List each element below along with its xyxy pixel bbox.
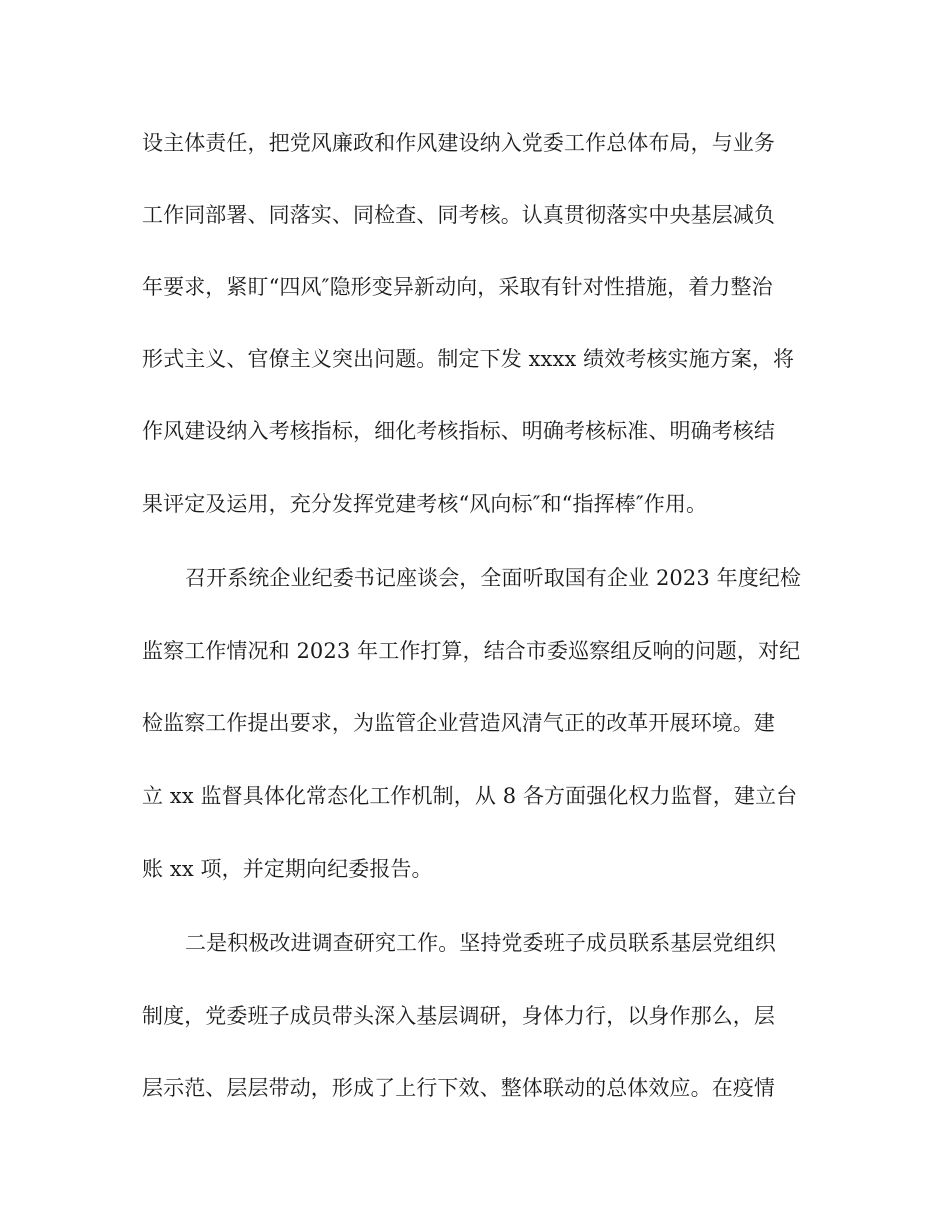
text-line: 检监察工作提出要求，为监管企业营造风清气正的改革开展环境。建 bbox=[142, 711, 775, 735]
text-line: 立 xx 监督具体化常态化工作机制，从 8 各方面强化权力监督，建立台 bbox=[142, 784, 798, 808]
text-line: 账 xx 项，并定期向纪委报告。 bbox=[142, 857, 433, 881]
text-line: 工作同部署、同落实、同检查、同考核。认真贯彻落实中央基层减负 bbox=[142, 203, 775, 227]
text-line: 监察工作情况和 2023 年工作打算，结合市委巡察组反响的问题，对纪 bbox=[142, 639, 801, 663]
text-line: 年要求，紧盯“四风″隐形变异新动向，采取有针对性措施，着力整治 bbox=[142, 275, 773, 299]
paragraph-first-line: 召开系统企业纪委书记座谈会，全面听取国有企业 2023 年度纪检 bbox=[185, 566, 801, 590]
text-line: 制度，党委班子成员带头深入基层调研，身体力行，以身作那么，层 bbox=[142, 1004, 775, 1028]
paragraph-first-line: 二是积极改进调查研究工作。坚持党委班子成员联系基层党组织 bbox=[185, 931, 776, 955]
text-line: 形式主义、官僚主义突出问题。制定下发 xxxx 绩效考核实施方案，将 bbox=[142, 347, 795, 371]
text-line: 果评定及运用，充分发挥党建考核“风向标″和“指挥棒″作用。 bbox=[142, 492, 708, 516]
text-line: 作风建设纳入考核指标，细化考核指标、明确考核标准、明确考核结 bbox=[142, 419, 775, 443]
text-line: 层示范、层层带动，形成了上行下效、整体联动的总体效应。在疫情 bbox=[142, 1076, 775, 1100]
text-line: 设主体责任，把党风廉政和作风建设纳入党委工作总体布局，与业务 bbox=[142, 131, 775, 155]
